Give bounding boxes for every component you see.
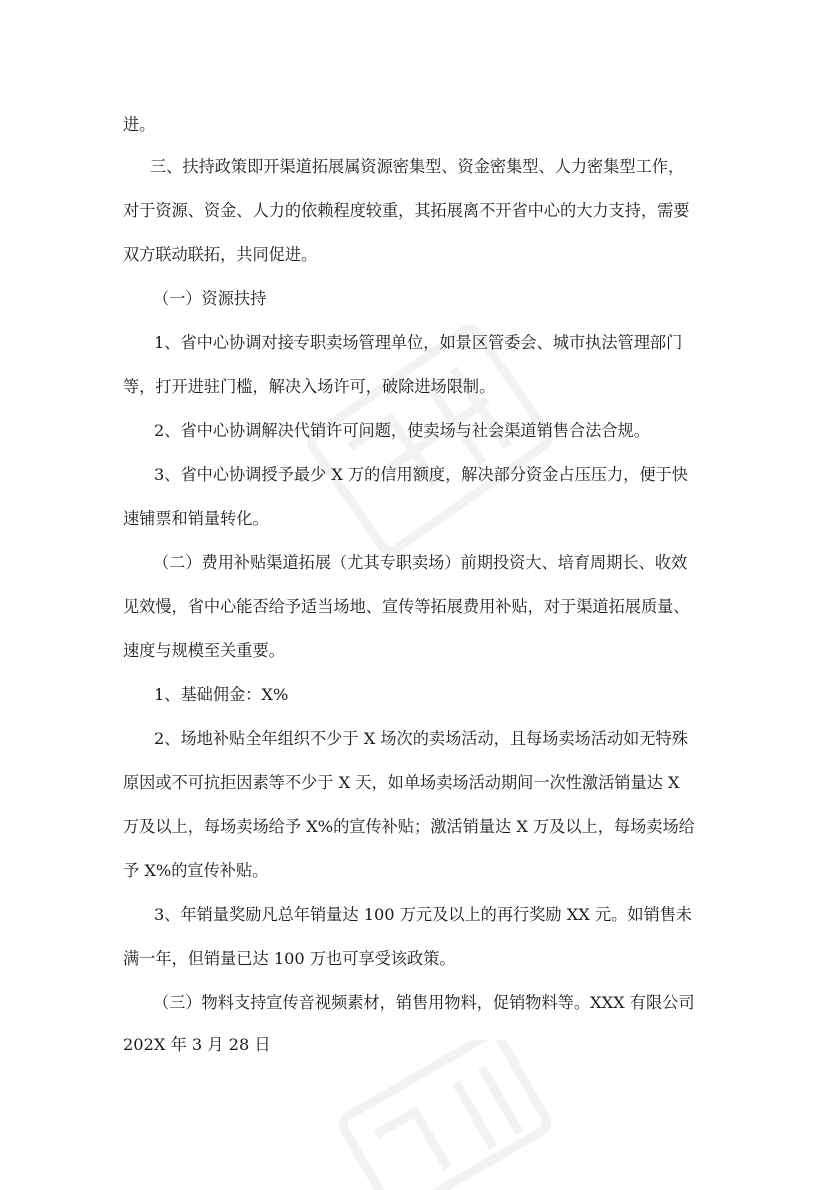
watermark-logo-icon (320, 1040, 560, 1190)
paragraph-line: 等，打开进驻门槛，解决入场许可，破除进场限制。 (123, 377, 496, 396)
paragraph-line: 1、省中心协调对接专职卖场管理单位，如景区管委会、城市执法管理部门 (154, 333, 683, 352)
document-date: 202X 年 3 月 28 日 (123, 1035, 271, 1054)
paragraph-line: 速铺票和销量转化。 (123, 509, 269, 528)
paragraph-line: 万及以上，每场卖场给予 X%的宣传补贴；激活销量达 X 万及以上，每场卖场给 (123, 817, 695, 836)
paragraph-line: 2、场地补贴全年组织不少于 X 场次的卖场活动，且每场卖场活动如无特殊 (154, 729, 688, 748)
paragraph-line: 速度与规模至关重要。 (123, 641, 285, 660)
paragraph-line: 对于资源、资金、人力的依赖程度较重，其拓展离不开省中心的大力支持，需要 (123, 201, 690, 220)
paragraph-line: 3、省中心协调授予最少 X 万的信用额度，解决部分资金占压压力，便于快 (154, 465, 688, 484)
paragraph-line: 双方联动联拓，共同促进。 (123, 245, 318, 264)
paragraph-line: 1、基础佣金：X% (154, 685, 289, 704)
paragraph-line: 原因或不可抗拒因素等不少于 X 天，如单场卖场活动期间一次性激活销量达 X (123, 773, 680, 792)
text-line: 进。 (123, 115, 156, 134)
section-heading: （二）费用补贴渠道拓展（尤其专职卖场）前期投资大、培育周期长、收效 (153, 553, 688, 572)
paragraph-line: 见效慢，省中心能否给予适当场地、宣传等拓展费用补贴，对于渠道拓展质量、 (123, 597, 690, 616)
paragraph-line: 2、省中心协调解决代销许可问题，使卖场与社会渠道销售合法合规。 (154, 421, 650, 440)
paragraph-line: 三、扶持政策即开渠道拓展属资源密集型、资金密集型、人力密集型工作， (150, 157, 685, 176)
paragraph-line: 3、年销量奖励凡总年销量达 100 万元及以上的再行奖励 XX 元。如销售未 (154, 905, 693, 924)
section-heading: （一）资源扶持 (153, 289, 267, 308)
section-heading: （三）物料支持宣传音视频素材，销售用物料，促销物料等。XXX 有限公司 (153, 993, 695, 1012)
paragraph-line: 予 X%的宣传补贴。 (123, 861, 269, 880)
paragraph-line: 满一年，但销量已达 100 万也可享受该政策。 (123, 949, 456, 968)
